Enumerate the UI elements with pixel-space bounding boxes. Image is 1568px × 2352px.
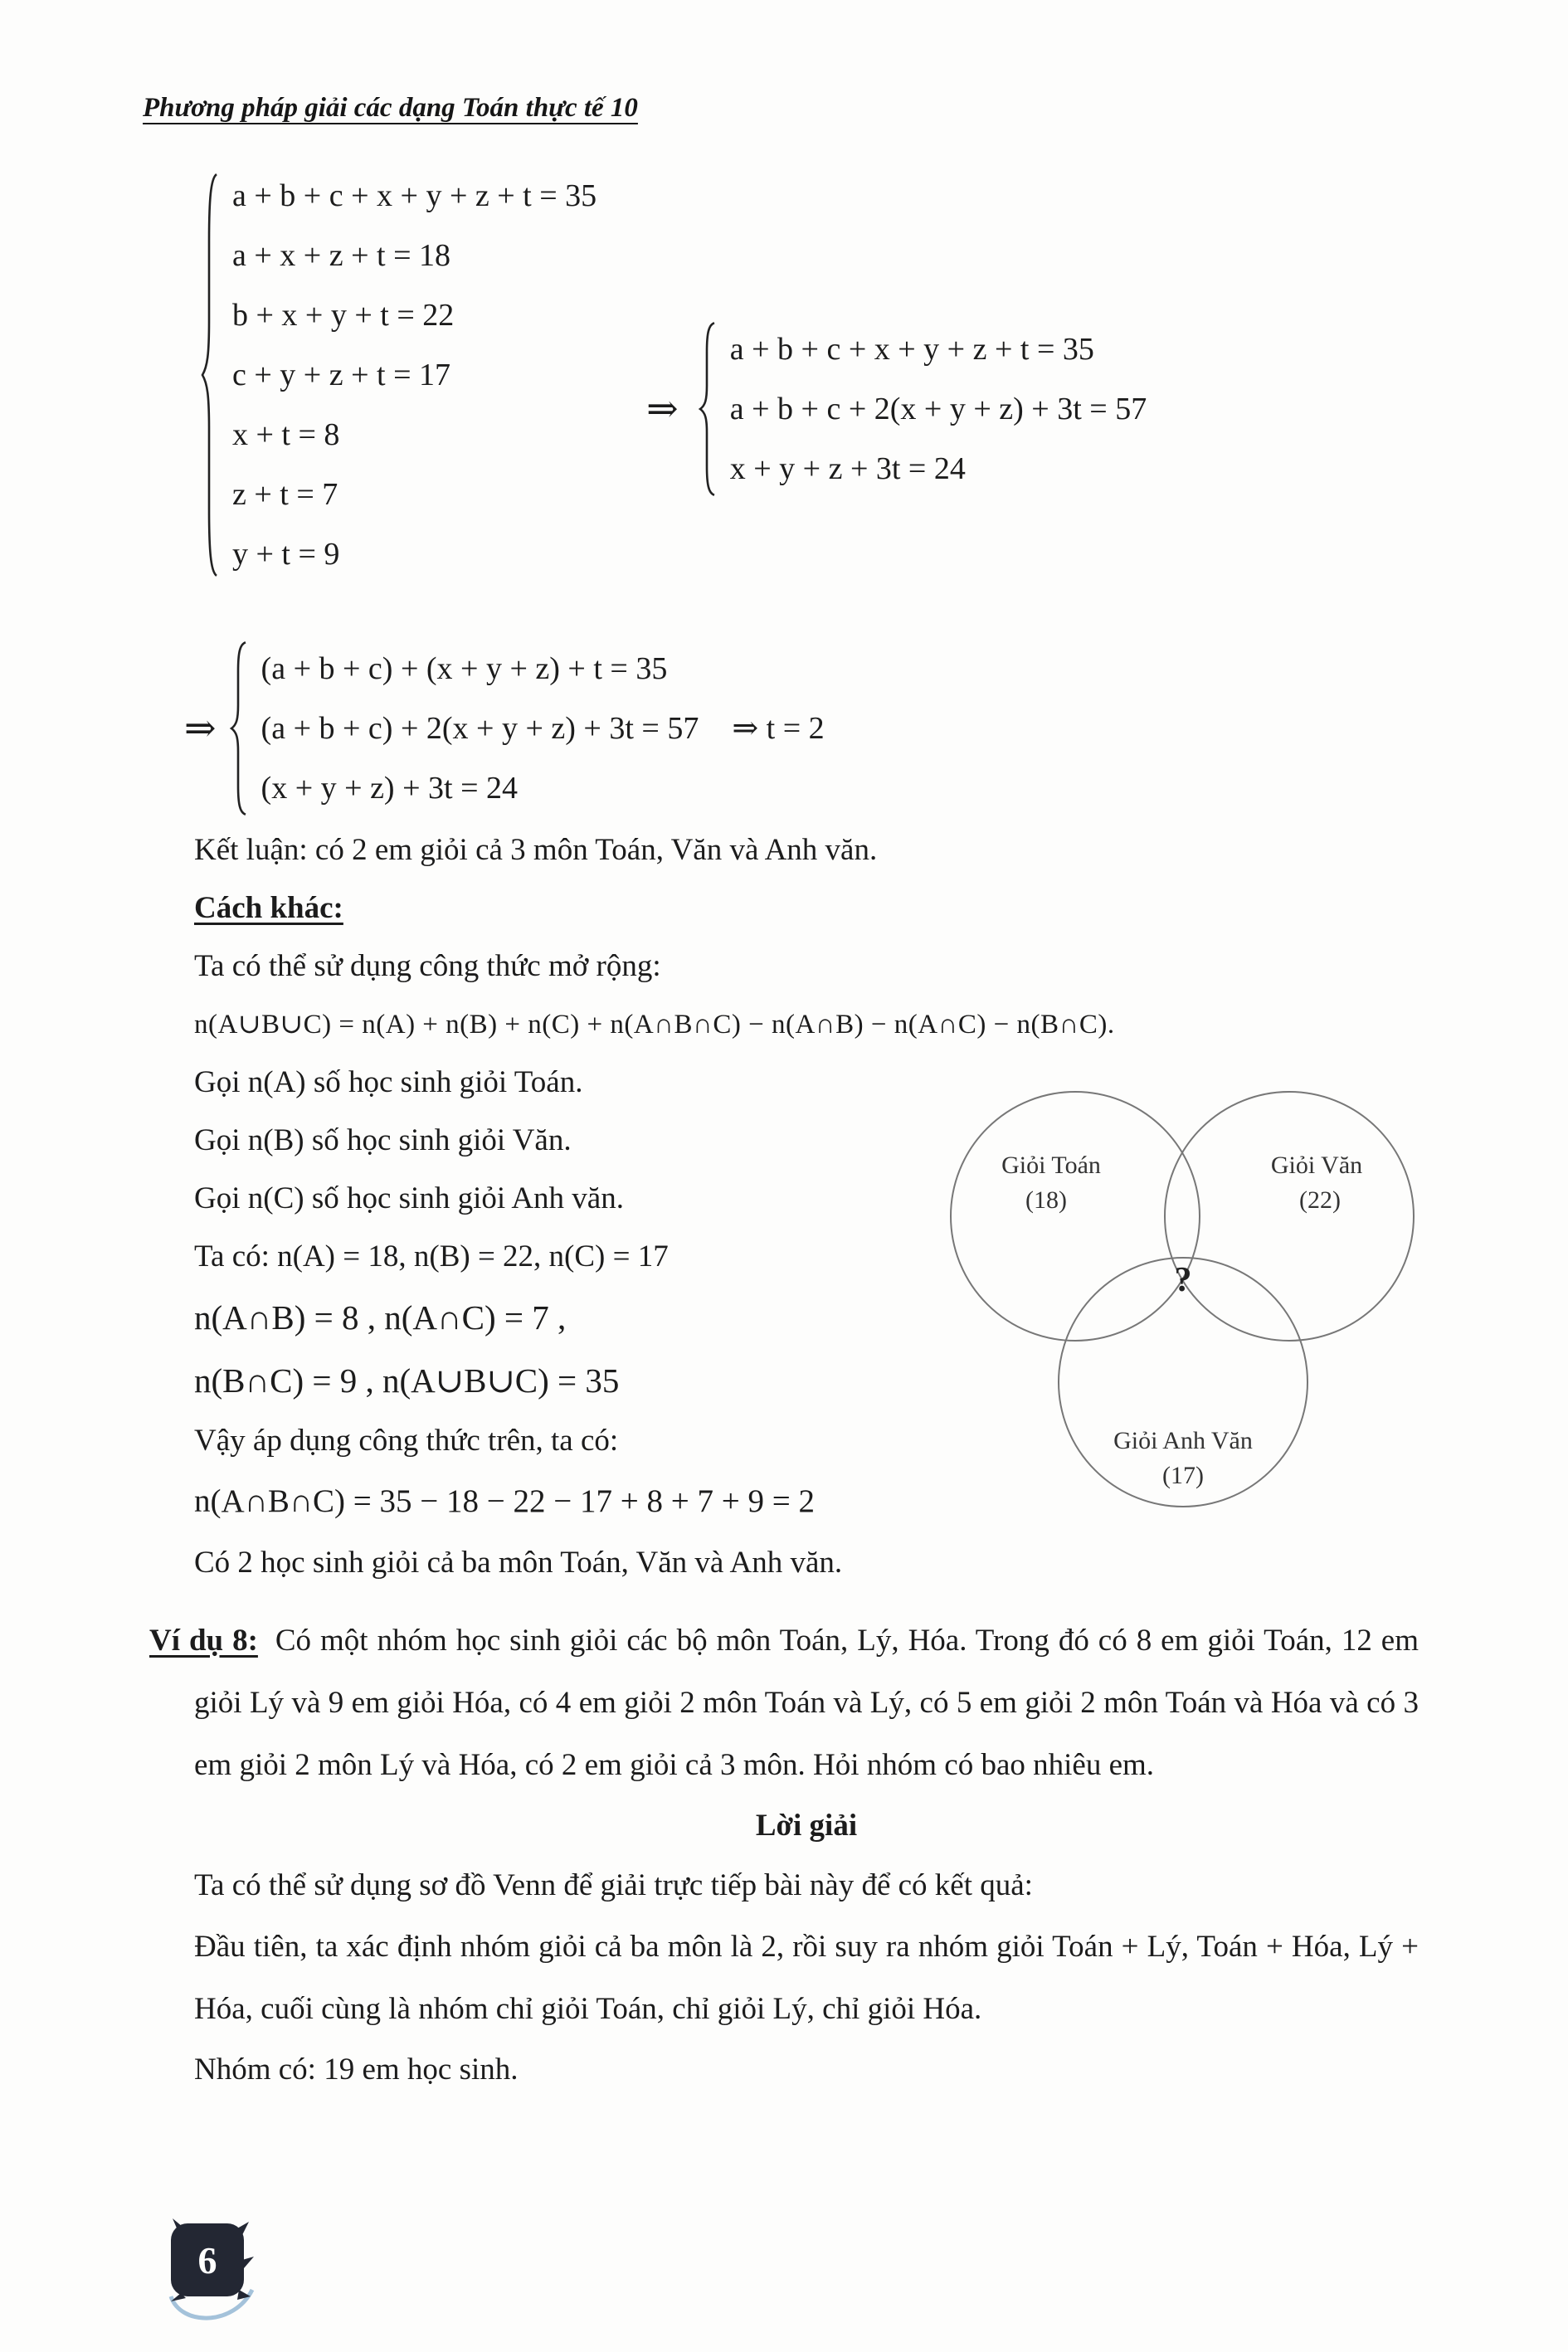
venn-value-van: (22) — [1299, 1186, 1341, 1214]
page-number-badge — [158, 2217, 265, 2337]
venn-value-anhvan: (17) — [1162, 1462, 1204, 1489]
venn-label-toan: Giỏi Toán — [1001, 1152, 1101, 1179]
solution-paragraph-2: Đầu tiên, ta xác định nhóm giỏi cả ba môn là 2, rồi suy ra nhóm giỏi Toán + Lý, Toán + Hóa, Lý + Hóa, cuối cùng là nhóm chỉ giỏi Toán, chỉ giỏi Lý, chỉ giỏi Hóa. — [194, 1930, 1419, 2026]
equation-text: (a + b + c) + 2(x + y + z) + 3t = 57 — [261, 711, 699, 746]
venn-circle-van — [1165, 1092, 1414, 1341]
main-text — [149, 821, 1419, 2100]
page-number: 6 — [197, 2239, 217, 2281]
equation-line: y + t = 9 — [232, 537, 340, 572]
venn-circle-toan — [951, 1092, 1200, 1341]
equation-line: x + t = 8 — [232, 417, 340, 452]
apply-formula-intro: Vậy áp dụng công thức trên, ta có: — [194, 1424, 619, 1458]
solution-paragraph-3: Nhóm có: 19 em học sinh. — [194, 2053, 519, 2087]
implication-group — [646, 319, 1147, 499]
venn-center-question: ? — [1174, 1261, 1192, 1299]
equation-line: x + y + z + 3t = 24 — [729, 451, 966, 486]
equation-system-1 — [199, 166, 597, 584]
venn-value-toan: (18) — [1025, 1186, 1067, 1214]
define-n-b: Gọi n(B) số học sinh giỏi Văn. — [194, 1123, 572, 1157]
running-header — [143, 93, 638, 124]
left-brace-icon — [228, 639, 250, 818]
implies-arrow-icon: ⇒ — [184, 707, 217, 749]
equation-system-3 — [228, 639, 825, 818]
given-values: Ta có: n(A) = 18, n(B) = 22, n(C) = 17 — [194, 1239, 669, 1273]
example-8-paragraph — [149, 1609, 1419, 1796]
equation-derivation-row-1 — [199, 166, 1147, 584]
equation-line: c + y + z + t = 17 — [232, 358, 451, 392]
alt-method-heading: Cách khác: — [194, 891, 343, 925]
equation-line: a + b + c + x + y + z + t = 35 — [232, 178, 597, 213]
left-brace-icon — [697, 319, 718, 499]
running-header-text: Phương pháp giải các dạng Toán thực tế 10 — [143, 93, 638, 123]
equation-line: a + b + c + x + y + z + t = 35 — [729, 332, 1094, 367]
alt-method-intro: Ta có thể sử dụng công thức mở rộng: — [194, 949, 661, 983]
equation-lines — [730, 319, 1147, 499]
equation-derivation-row-2 — [184, 639, 825, 818]
equation-line — [261, 699, 825, 758]
venn-section — [194, 1054, 1419, 1533]
solution-heading: Lời giải — [755, 1809, 858, 1843]
equation-line: z + t = 7 — [232, 477, 338, 512]
equation-lines — [232, 166, 597, 584]
equation-line: b + x + y + t = 22 — [232, 298, 455, 333]
example-8-label: Ví dụ 8: — [149, 1624, 258, 1658]
venn-diagram — [945, 1090, 1424, 1520]
computation-line: n(A∩B∩C) = 35 − 18 − 22 − 17 + 8 + 7 + 9 = 2 — [194, 1483, 815, 1519]
conclusion-line-2: Có 2 học sinh giỏi cả ba môn Toán, Văn và Anh văn. — [194, 1546, 843, 1580]
equation-lines — [261, 639, 825, 818]
pair-intersections-1: n(A∩B) = 8 , n(A∩C) = 7 , — [194, 1298, 567, 1337]
equation-line: (x + y + z) + 3t = 24 — [261, 771, 519, 806]
solution-paragraph-1: Ta có thể sử dụng sơ đồ Venn để giải trực tiếp bài này để có kết quả: — [194, 1868, 1033, 1902]
example-8-text: Có một nhóm học sinh giỏi các bộ môn Toán, Lý, Hóa. Trong đó có 8 em giỏi Toán, 12 em giỏi Lý và 9 em giỏi Hóa, có 4 em giỏi 2 môn Toán và Lý, có 5 em giỏi 2 môn Toán và Hóa và có 3 em giỏi 2 môn Lý và Hóa, có 2 em giỏi cả 3 môn. Hỏi nhóm có bao nhiêu em. — [194, 1624, 1419, 1782]
conclusion-line: Kết luận: có 2 em giỏi cả 3 môn Toán, Văn và Anh văn. — [194, 833, 878, 867]
equation-line: a + x + z + t = 18 — [232, 238, 451, 273]
left-brace-icon — [199, 166, 221, 584]
equation-line: (a + b + c) + (x + y + z) + t = 35 — [261, 651, 668, 686]
define-n-c: Gọi n(C) số học sinh giỏi Anh văn. — [194, 1181, 624, 1215]
equation-line: a + b + c + 2(x + y + z) + 3t = 57 — [729, 392, 1147, 426]
t-result: ⇒ t = 2 — [732, 711, 825, 746]
venn-label-anhvan: Giỏi Anh Văn — [1113, 1427, 1253, 1454]
implies-arrow-icon: ⇒ — [646, 387, 679, 430]
pair-intersections-2: n(B∩C) = 9 , n(A∪B∪C) = 35 — [194, 1361, 620, 1400]
inclusion-exclusion-formula: n(A∪B∪C) = n(A) + n(B) + n(C) + n(A∩B∩C) − n(A∩B) − n(A∩C) − n(B∩C). — [194, 1010, 1115, 1040]
define-n-a: Gọi n(A) số học sinh giỏi Toán. — [194, 1065, 583, 1099]
equation-system-2 — [697, 319, 1147, 499]
venn-label-van: Giỏi Văn — [1270, 1152, 1363, 1179]
